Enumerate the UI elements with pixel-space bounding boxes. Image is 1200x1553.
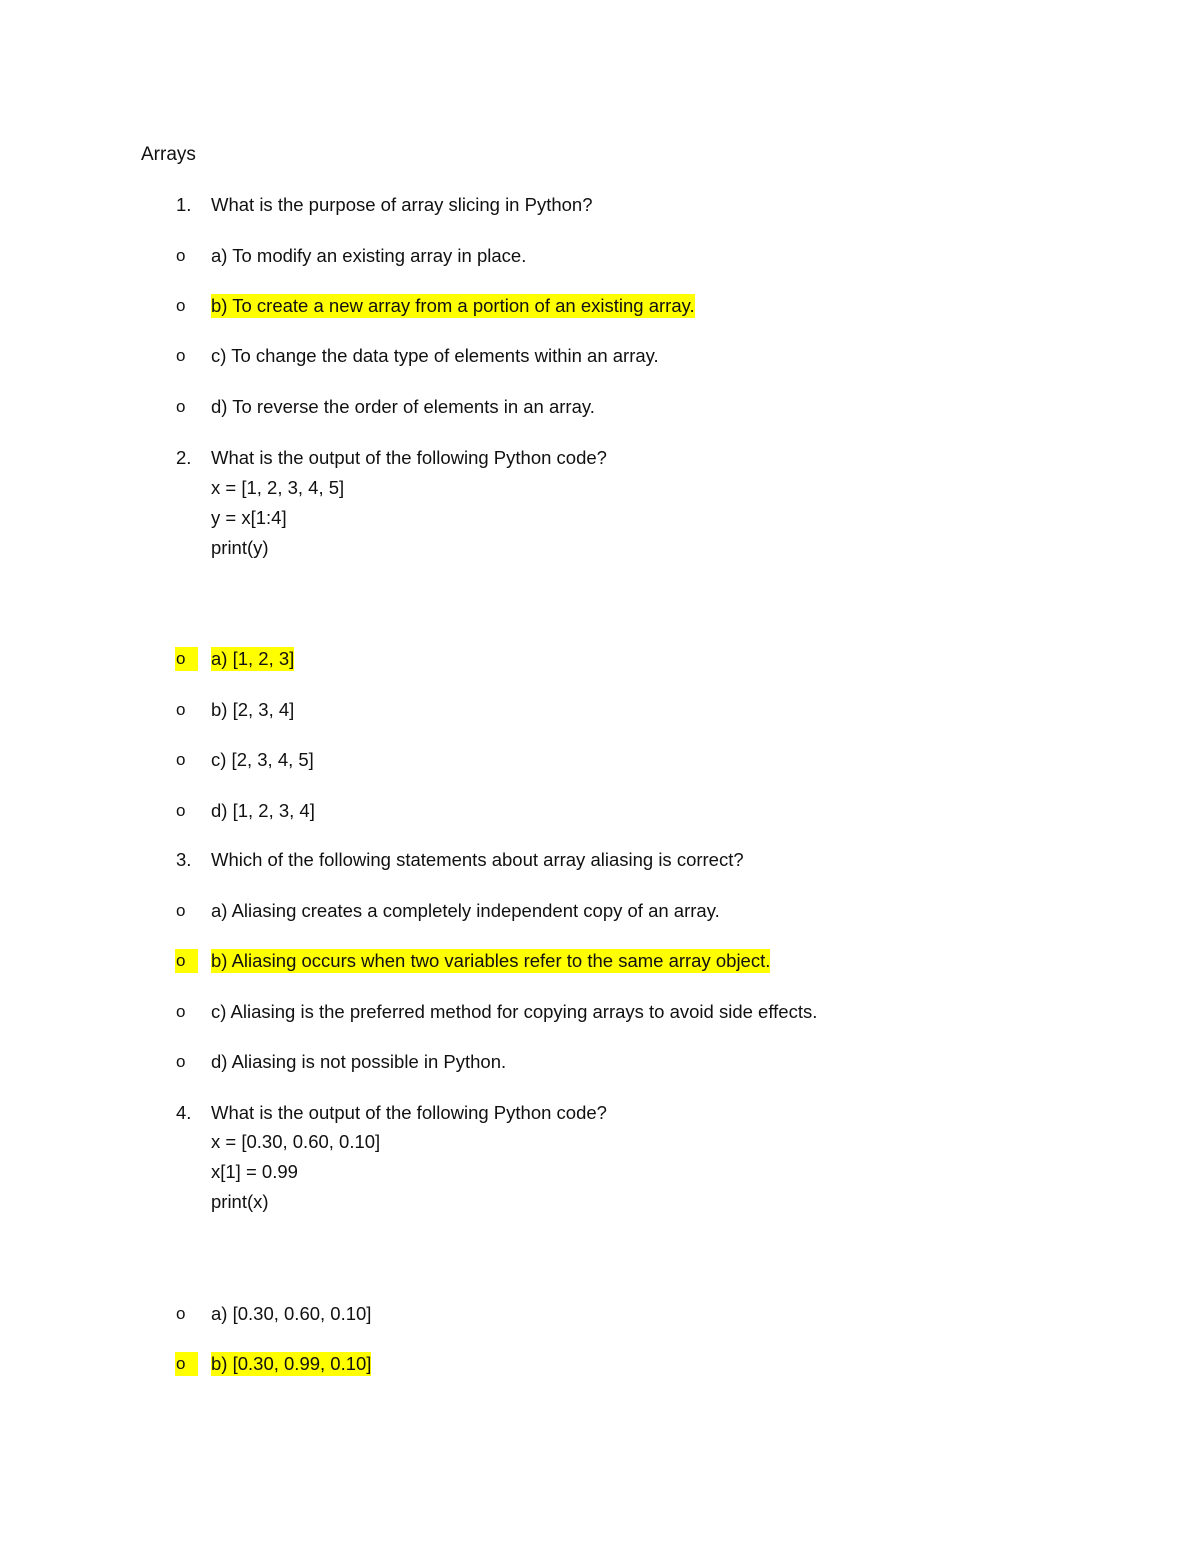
code-line: print(x) bbox=[211, 1191, 269, 1212]
question-number: 2. bbox=[176, 447, 192, 468]
bullet-icon: o bbox=[176, 296, 186, 315]
question-number: 4. bbox=[176, 1102, 192, 1123]
question-number: 3. bbox=[176, 849, 192, 870]
bullet-icon: o bbox=[176, 901, 186, 920]
bullet-icon: o bbox=[176, 1304, 186, 1323]
answer-option: a) To modify an existing array in place. bbox=[211, 245, 527, 266]
question-text: What is the purpose of array slicing in Python? bbox=[211, 194, 593, 215]
answer-option-highlighted: b) To create a new array from a portion of an existing array. bbox=[211, 295, 695, 316]
answer-option: c) To change the data type of elements within an array. bbox=[211, 345, 659, 366]
answer-option: a) [0.30, 0.60, 0.10] bbox=[211, 1303, 372, 1324]
code-line: y = x[1:4] bbox=[211, 507, 287, 528]
code-line: x = [0.30, 0.60, 0.10] bbox=[211, 1131, 381, 1152]
answer-option-highlighted: b) Aliasing occurs when two variables refer to the same array object. bbox=[211, 950, 771, 971]
bullet-icon: o bbox=[176, 246, 186, 265]
bullet-icon: o bbox=[175, 1352, 198, 1376]
answer-option: c) Aliasing is the preferred method for copying arrays to avoid side effects. bbox=[211, 1001, 818, 1022]
code-line: x[1] = 0.99 bbox=[211, 1161, 298, 1182]
question-number: 1. bbox=[176, 194, 192, 215]
answer-option: c) [2, 3, 4, 5] bbox=[211, 749, 314, 770]
bullet-icon: o bbox=[175, 647, 198, 671]
bullet-icon: o bbox=[176, 1002, 186, 1021]
question-text: What is the output of the following Python code? bbox=[211, 1102, 607, 1123]
code-line: x = [1, 2, 3, 4, 5] bbox=[211, 477, 345, 498]
bullet-icon: o bbox=[176, 700, 186, 719]
bullet-icon: o bbox=[176, 801, 186, 820]
page-title: Arrays bbox=[141, 144, 196, 165]
code-block bbox=[211, 473, 344, 563]
answer-option: d) To reverse the order of elements in an array. bbox=[211, 396, 595, 417]
bullet-icon: o bbox=[176, 397, 186, 416]
code-line: print(y) bbox=[211, 537, 269, 558]
answer-option: d) Aliasing is not possible in Python. bbox=[211, 1051, 507, 1072]
answer-option-highlighted: b) [0.30, 0.99, 0.10] bbox=[211, 1353, 372, 1374]
answer-option: b) [2, 3, 4] bbox=[211, 699, 295, 720]
answer-option-highlighted: a) [1, 2, 3] bbox=[211, 648, 295, 669]
question-text: What is the output of the following Python code? bbox=[211, 447, 607, 468]
bullet-icon: o bbox=[176, 346, 186, 365]
bullet-icon: o bbox=[176, 1052, 186, 1071]
bullet-icon: o bbox=[176, 750, 186, 769]
answer-option: a) Aliasing creates a completely independent copy of an array. bbox=[211, 900, 720, 921]
question-text: Which of the following statements about array aliasing is correct? bbox=[211, 849, 744, 870]
code-block bbox=[211, 1127, 380, 1217]
answer-option: d) [1, 2, 3, 4] bbox=[211, 800, 315, 821]
bullet-icon: o bbox=[175, 949, 198, 973]
